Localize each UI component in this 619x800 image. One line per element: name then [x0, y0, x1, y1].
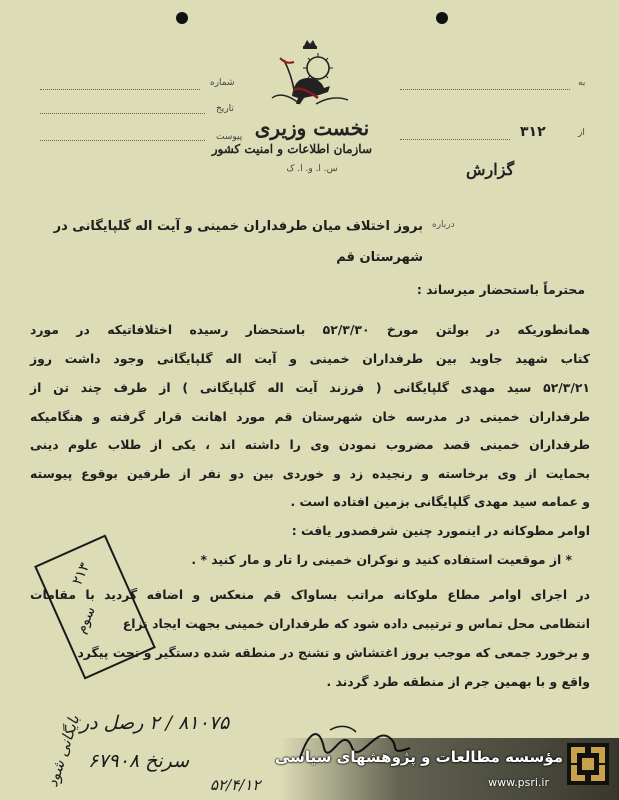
body-line: طرفداران خمینی قصد مضروب نمودن وی را داشته اند ، یکی از طلاب علوم دینی — [30, 437, 590, 452]
subject-line-1: بروز اختلاف میان طرفداران خمینی و آیت اله گلپایگانی در — [53, 219, 423, 234]
body-line: * از موقعیت استفاده کنید و نوکران خمینی را تار و مار کنید * . — [191, 552, 572, 567]
institute-logo-icon — [567, 743, 609, 785]
body-line: اوامر مطوکانه در اینمورد چنین شرفصدور یافت : — [291, 523, 590, 538]
salutation: محترماً باستحضار میرساند : — [416, 282, 585, 297]
ministry-title: نخست وزیری — [254, 116, 370, 140]
from-field-line — [400, 139, 510, 140]
body-line: و برخورد جمعی که موجب بروز اغتشاش و تشنج در منطقه شده دستگیر و تحت پیگرد — [77, 645, 590, 660]
report-label: گزارش — [466, 160, 515, 179]
from-value: ۳۱۲ — [520, 124, 546, 140]
organization-title: سازمان اطلاعات و امنیت کشور — [211, 142, 372, 156]
stamp-text-top: ۲۱۳ — [69, 560, 94, 588]
body-line: ۵۲/۳/۲۱ سید مهدی گلپایگانی ( فرزند آیت اله گلپایگانی ) از طرف چند تن از — [30, 380, 590, 395]
watermark-url: www.psri.ir — [488, 776, 549, 789]
body-line: و عمامه سید مهدی گلپایگانی بزمین افتاده است . — [290, 494, 590, 509]
handwritten-reference: ۸۱۰۷۵ / ۲ رصل در — [80, 712, 230, 734]
attachment-label: پیوست — [216, 132, 243, 142]
attachment-field-line — [40, 140, 205, 141]
organization-code: س. ا. و. ا. ک — [286, 164, 338, 174]
punch-hole — [176, 12, 188, 24]
body-line: انتظامی محل تماس و ترتیبی داده شود که طرفداران خمینی بجهت ایجاد نزاع — [122, 616, 590, 631]
body-line: همانطوریکه در بولتن مورخ ۵۲/۳/۳۰ باستحضار رسیده اختلافاتیکه در مورد — [30, 322, 590, 337]
handwritten-date: ۵۲/۴/۱۲ — [210, 776, 261, 794]
body-line: در اجرای اوامر مطاع ملوکانه مراتب بساواک قم منعکس و اضافه گردید با مقامات — [30, 587, 590, 602]
date-field-line — [40, 113, 205, 114]
to-label: به — [578, 78, 586, 88]
punch-hole — [436, 12, 448, 24]
handwritten-margin-note: بایگانی شود — [43, 712, 84, 790]
number-label: شماره — [210, 78, 235, 88]
watermark-text: مؤسسه مطالعات و پژوهشهای سیاسی — [274, 748, 563, 766]
body-line: واقع و با بهمین جرم از منطقه طرد گردند . — [326, 674, 590, 689]
to-field-line — [400, 89, 570, 90]
stamp-text-bottom: سوم — [72, 604, 99, 636]
body-line: بحمایت از وی برخاسته و رنجیده زد و خوردی بین دو نفر از طرفین بوقوع پیوسته — [30, 466, 590, 481]
body-line: کتاب شهید جاوید بین طرفداران خمینی و آیت اله گلپایگانی وجود داشت روز — [30, 351, 590, 366]
number-field-line — [40, 89, 200, 90]
from-label: از — [578, 128, 585, 138]
date-label: تاریخ — [216, 104, 234, 114]
subject-line-2: شهرستان قم — [336, 250, 423, 265]
handwritten-number: سرنخ ۶۷۹۰۸ — [88, 750, 190, 772]
body-line: طرفداران خمینی در مدرسه خان شهرستان قم مورد اهانت قرار گرفته و هنگامیکه — [30, 409, 590, 424]
subject-label: درباره — [432, 220, 455, 230]
lion-and-sun-emblem-icon — [270, 38, 350, 108]
